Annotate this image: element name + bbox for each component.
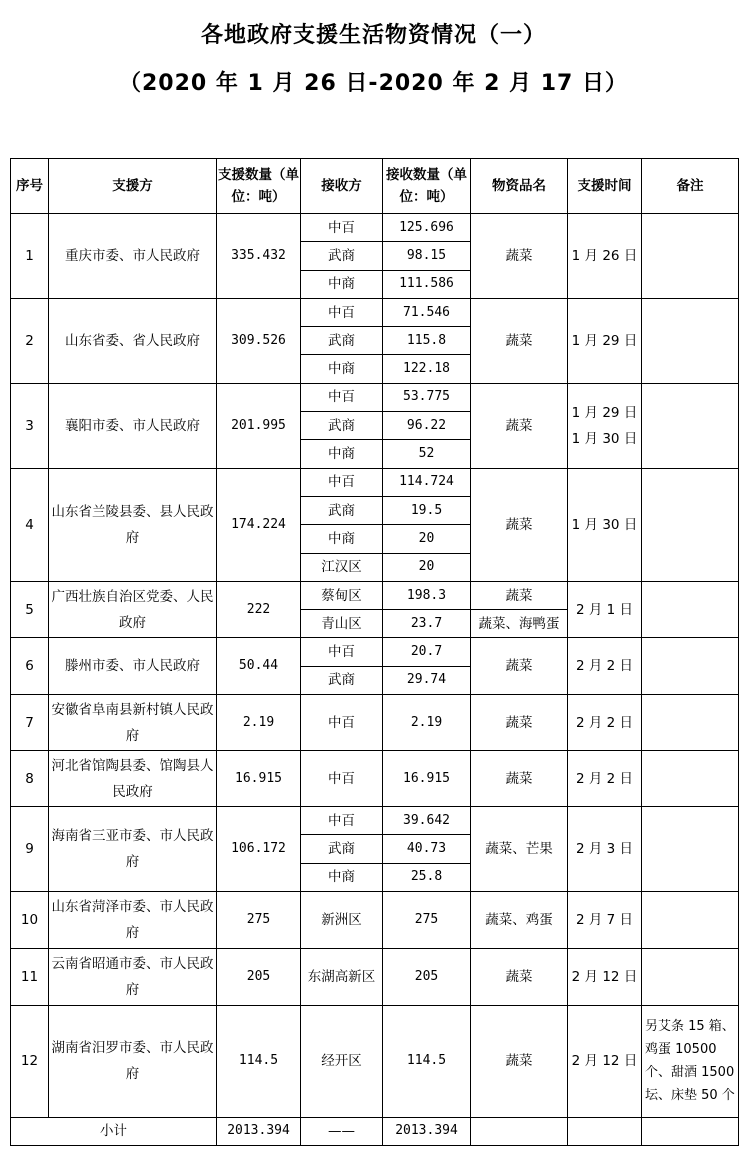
received-cell: 98.15 xyxy=(383,242,471,270)
receiver-cell: 青山区 xyxy=(301,610,383,638)
time-text: 1 月 26 日 xyxy=(571,247,638,264)
subtotal-goods xyxy=(471,1117,568,1145)
page-subtitle: （2020 年 1 月 26 日-2020 年 2 月 17 日） xyxy=(118,71,629,96)
supporter-cell: 山东省菏泽市委、市人民政府 xyxy=(49,891,217,948)
supporter-cell: 湖南省汨罗市委、市人民政府 xyxy=(49,1005,217,1117)
receiver-cell: 中百 xyxy=(301,751,383,807)
supply-table xyxy=(10,158,739,1146)
receiver-cell: 中商 xyxy=(301,355,383,383)
receiver-cell: 武商 xyxy=(301,835,383,863)
received-cell: 52 xyxy=(383,440,471,468)
amount-cell: 205 xyxy=(217,948,301,1005)
time-cell xyxy=(568,1005,642,1117)
table-row xyxy=(11,807,739,835)
goods-cell: 蔬菜 xyxy=(471,948,568,1005)
remark-cell xyxy=(642,214,739,299)
receiver-cell: 中商 xyxy=(301,440,383,468)
subtotal-amount: 2013.394 xyxy=(217,1117,301,1145)
receiver-cell: 江汉区 xyxy=(301,553,383,581)
time-text: 1 月 29 日 xyxy=(571,404,638,421)
time-text: 2 月 2 日 xyxy=(575,658,634,675)
subtotal-label: 小计 xyxy=(11,1117,217,1145)
supporter-cell: 重庆市委、市人民政府 xyxy=(49,214,217,299)
receiver-cell: 中商 xyxy=(301,863,383,891)
received-cell: 39.642 xyxy=(383,807,471,835)
time-cell xyxy=(568,298,642,383)
time-cell xyxy=(568,214,642,299)
remark-cell xyxy=(642,948,739,1005)
time-text: 2 月 12 日 xyxy=(571,968,638,985)
received-cell: 25.8 xyxy=(383,863,471,891)
remark-cell xyxy=(642,298,739,383)
remark-cell xyxy=(642,695,739,751)
seq-cell: 1 xyxy=(11,214,49,299)
remark-cell xyxy=(642,383,739,468)
received-cell: 115.8 xyxy=(383,327,471,355)
receiver-cell: 中百 xyxy=(301,214,383,242)
receiver-cell: 中百 xyxy=(301,468,383,496)
received-cell: 19.5 xyxy=(383,496,471,524)
receiver-cell: 武商 xyxy=(301,327,383,355)
seq-cell: 2 xyxy=(11,298,49,383)
received-cell: 198.3 xyxy=(383,581,471,609)
time-text: 1 月 30 日 xyxy=(571,516,638,533)
remark-cell xyxy=(642,807,739,892)
received-cell: 53.775 xyxy=(383,383,471,411)
receiver-cell: 东湖高新区 xyxy=(301,948,383,1005)
supporter-cell: 滕州市委、市人民政府 xyxy=(49,638,217,695)
goods-cell: 蔬菜 xyxy=(471,383,568,468)
supporter-cell: 海南省三亚市委、市人民政府 xyxy=(49,807,217,892)
supporter-cell: 云南省昭通市委、市人民政府 xyxy=(49,948,217,1005)
subtotal-receiver: —— xyxy=(301,1117,383,1145)
receiver-cell: 中商 xyxy=(301,525,383,553)
header-received: 接收数量（单位：吨） xyxy=(383,159,471,214)
received-cell: 23.7 xyxy=(383,610,471,638)
time-cell xyxy=(568,751,642,807)
received-cell: 20 xyxy=(383,525,471,553)
page-title: 各地政府支援生活物资情况（一） xyxy=(200,23,546,48)
time-cell xyxy=(568,638,642,695)
receiver-cell: 武商 xyxy=(301,666,383,694)
seq-cell: 5 xyxy=(11,581,49,638)
time-text: 2 月 3 日 xyxy=(575,840,634,857)
header-amount: 支援数量（单位：吨） xyxy=(217,159,301,214)
table-row xyxy=(11,383,739,411)
goods-cell: 蔬菜 xyxy=(471,468,568,581)
table-row xyxy=(11,468,739,496)
receiver-cell: 蔡甸区 xyxy=(301,581,383,609)
seq-cell: 6 xyxy=(11,638,49,695)
seq-cell: 4 xyxy=(11,468,49,581)
received-cell: 20.7 xyxy=(383,638,471,666)
table-row xyxy=(11,751,739,807)
table-row xyxy=(11,214,739,242)
amount-cell: 275 xyxy=(217,891,301,948)
subtotal-time xyxy=(568,1117,642,1145)
received-cell: 40.73 xyxy=(383,835,471,863)
time-text: 2 月 2 日 xyxy=(575,714,634,731)
goods-cell: 蔬菜 xyxy=(471,638,568,695)
time-cell xyxy=(568,468,642,581)
amount-cell: 335.432 xyxy=(217,214,301,299)
received-cell: 205 xyxy=(383,948,471,1005)
amount-cell: 222 xyxy=(217,581,301,638)
supporter-cell: 山东省兰陵县委、县人民政府 xyxy=(49,468,217,581)
time-cell xyxy=(568,581,642,638)
receiver-cell: 中百 xyxy=(301,298,383,326)
table-row xyxy=(11,298,739,326)
received-cell: 114.724 xyxy=(383,468,471,496)
goods-cell: 蔬菜 xyxy=(471,214,568,299)
time-cell xyxy=(568,948,642,1005)
receiver-cell: 中百 xyxy=(301,383,383,411)
receiver-cell: 经开区 xyxy=(301,1005,383,1117)
goods-cell: 蔬菜 xyxy=(471,581,568,609)
goods-cell: 蔬菜 xyxy=(471,751,568,807)
seq-cell: 12 xyxy=(11,1005,49,1117)
time-text: 2 月 7 日 xyxy=(575,911,634,928)
seq-cell: 11 xyxy=(11,948,49,1005)
received-cell: 71.546 xyxy=(383,298,471,326)
received-cell: 114.5 xyxy=(383,1005,471,1117)
receiver-cell: 中百 xyxy=(301,638,383,666)
remark-cell xyxy=(642,638,739,695)
receiver-cell: 武商 xyxy=(301,496,383,524)
receiver-cell: 武商 xyxy=(301,412,383,440)
supporter-cell: 山东省委、省人民政府 xyxy=(49,298,217,383)
goods-cell: 蔬菜 xyxy=(471,1005,568,1117)
received-cell: 20 xyxy=(383,553,471,581)
header-time: 支援时间 xyxy=(568,159,642,214)
header-goods: 物资品名 xyxy=(471,159,568,214)
goods-cell: 蔬菜、鸡蛋 xyxy=(471,891,568,948)
amount-cell: 16.915 xyxy=(217,751,301,807)
supporter-cell: 襄阳市委、市人民政府 xyxy=(49,383,217,468)
amount-cell: 201.995 xyxy=(217,383,301,468)
seq-cell: 7 xyxy=(11,695,49,751)
time-cell xyxy=(568,695,642,751)
header-receiver: 接收方 xyxy=(301,159,383,214)
received-cell: 96.22 xyxy=(383,412,471,440)
amount-cell: 309.526 xyxy=(217,298,301,383)
receiver-cell: 中百 xyxy=(301,807,383,835)
goods-cell: 蔬菜 xyxy=(471,298,568,383)
header-row xyxy=(11,159,739,214)
remark-cell xyxy=(642,891,739,948)
received-cell: 125.696 xyxy=(383,214,471,242)
seq-cell: 8 xyxy=(11,751,49,807)
remark-cell xyxy=(642,468,739,581)
received-cell: 111.586 xyxy=(383,270,471,298)
received-cell: 16.915 xyxy=(383,751,471,807)
amount-cell: 174.224 xyxy=(217,468,301,581)
time-text: 2 月 12 日 xyxy=(571,1053,638,1070)
goods-cell: 蔬菜 xyxy=(471,695,568,751)
table-row xyxy=(11,695,739,751)
table-row xyxy=(11,638,739,666)
amount-cell: 2.19 xyxy=(217,695,301,751)
table-body xyxy=(11,214,739,1146)
seq-cell: 3 xyxy=(11,383,49,468)
time-cell xyxy=(568,807,642,892)
supporter-cell: 安徽省阜南县新村镇人民政府 xyxy=(49,695,217,751)
supporter-cell: 河北省馆陶县委、馆陶县人民政府 xyxy=(49,751,217,807)
receiver-cell: 中商 xyxy=(301,270,383,298)
table-row xyxy=(11,1005,739,1117)
receiver-cell: 新洲区 xyxy=(301,891,383,948)
amount-cell: 106.172 xyxy=(217,807,301,892)
remark-cell: 另艾条 15 箱、鸡蛋 10500 个、甜酒 1500 坛、床垫 50 个 xyxy=(642,1005,739,1117)
seq-cell: 10 xyxy=(11,891,49,948)
supporter-cell: 广西壮族自治区党委、人民政府 xyxy=(49,581,217,638)
received-cell: 2.19 xyxy=(383,695,471,751)
received-cell: 275 xyxy=(383,891,471,948)
remark-cell xyxy=(642,751,739,807)
time-text-2: 1 月 30 日 xyxy=(571,430,638,447)
amount-cell: 50.44 xyxy=(217,638,301,695)
subtotal-received: 2013.394 xyxy=(383,1117,471,1145)
time-text: 2 月 2 日 xyxy=(575,770,634,787)
header-supporter: 支援方 xyxy=(49,159,217,214)
received-cell: 29.74 xyxy=(383,666,471,694)
seq-cell: 9 xyxy=(11,807,49,892)
time-text: 1 月 29 日 xyxy=(571,332,638,349)
header-seq: 序号 xyxy=(11,159,49,214)
goods-cell: 蔬菜、海鸭蛋 xyxy=(471,610,568,638)
amount-cell: 114.5 xyxy=(217,1005,301,1117)
receiver-cell: 武商 xyxy=(301,242,383,270)
time-cell xyxy=(568,383,642,468)
remark-cell xyxy=(642,581,739,638)
received-cell: 122.18 xyxy=(383,355,471,383)
goods-cell: 蔬菜、芒果 xyxy=(471,807,568,892)
receiver-cell: 中百 xyxy=(301,695,383,751)
subtotal-remark xyxy=(642,1117,739,1145)
table-row xyxy=(11,891,739,948)
table-row xyxy=(11,581,739,609)
time-cell xyxy=(568,891,642,948)
header-remark: 备注 xyxy=(642,159,739,214)
table-row xyxy=(11,948,739,1005)
time-text: 2 月 1 日 xyxy=(575,601,634,618)
subtotal-row xyxy=(11,1117,739,1145)
